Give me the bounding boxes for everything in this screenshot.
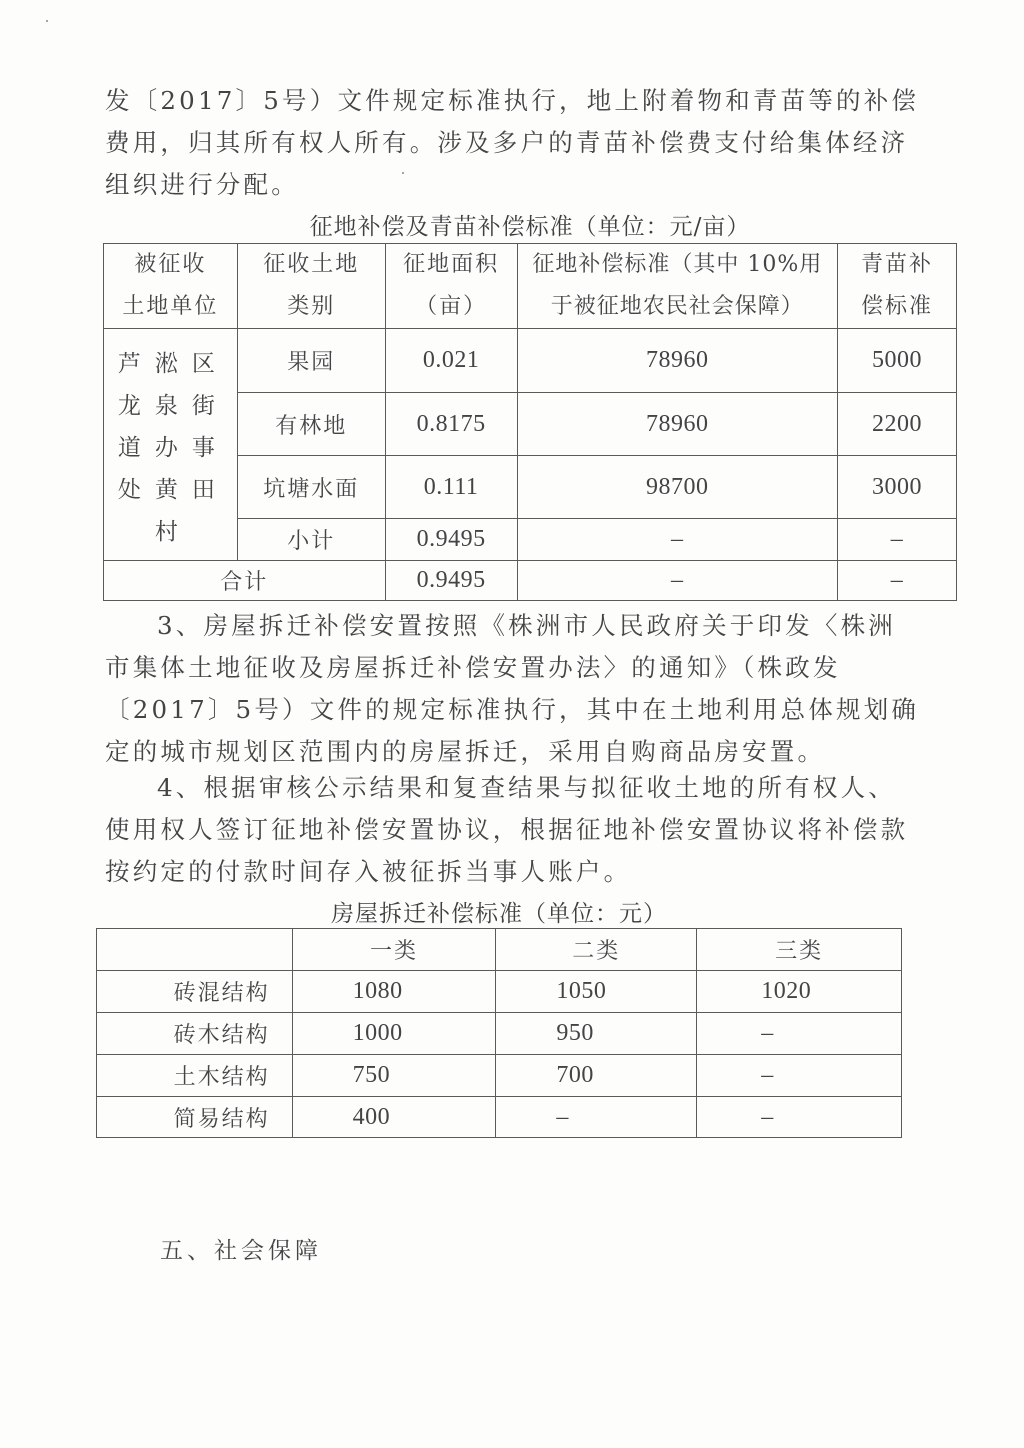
category-cell: 果园 — [237, 329, 385, 393]
header-cell: 二类 — [496, 929, 697, 971]
land-table-caption: 征地补偿及青苗补偿标准（单位：元/亩） — [309, 214, 751, 240]
header-cell: 三类 — [697, 929, 902, 971]
value-cell: 400 — [292, 1097, 496, 1138]
value-cell: 1080 — [292, 971, 496, 1013]
crop-cell: 5000 — [838, 329, 957, 393]
standard-cell: 98700 — [517, 456, 838, 519]
section-heading: 五、社会保障 — [160, 1238, 322, 1264]
header-cell: 青苗补 偿标准 — [838, 244, 957, 329]
header-cell: 征地补偿标准（其中 10%用 于被征地农民社会保障） — [517, 244, 838, 329]
category-cell: 小计 — [237, 519, 385, 561]
structure-cell: 土木结构 — [97, 1055, 293, 1097]
structure-cell: 砖木结构 — [97, 1013, 293, 1055]
scan-speck — [402, 172, 404, 174]
crop-cell: 2200 — [838, 393, 957, 456]
standard-cell: 78960 — [517, 393, 838, 456]
table-row — [97, 1097, 902, 1138]
area-cell: 0.021 — [385, 329, 517, 393]
value-cell: – — [496, 1097, 697, 1138]
text-line: 费用，归其所有权人所有。涉及多户的青苗补偿费支付给集体经济 — [105, 128, 909, 157]
value-cell: – — [697, 1097, 902, 1138]
standard-cell: 78960 — [517, 329, 838, 393]
table-row — [97, 1013, 902, 1055]
table-row — [104, 329, 957, 393]
intro-paragraph — [105, 80, 920, 206]
category-cell: 有林地 — [237, 393, 385, 456]
text-line: 使用权人签订征地补偿安置协议，根据征地补偿安置协议将补偿款 — [105, 815, 909, 844]
area-cell: 0.9495 — [385, 519, 517, 561]
category-cell: 坑塘水面 — [237, 456, 385, 519]
house-table-caption: 房屋拆迁补偿标准（单位：元） — [331, 901, 667, 927]
header-cell: 征收土地 类别 — [237, 244, 385, 329]
text-line: 定的城市规划区范围内的房屋拆迁，采用自购商品房安置。 — [105, 737, 826, 766]
value-cell: – — [697, 1013, 902, 1055]
land-unit-cell: 芦淞区 龙泉街 道办事 处黄田 村 — [104, 329, 238, 561]
value-cell: 700 — [496, 1055, 697, 1097]
value-cell: 1020 — [697, 971, 902, 1013]
text-line: 发〔2017〕5号）文件规定标准执行，地上附着物和青苗等的补偿 — [105, 86, 920, 115]
total-crop-cell: – — [838, 561, 957, 601]
table-header-row — [104, 244, 957, 329]
total-standard-cell: – — [517, 561, 838, 601]
text-line: 〔2017〕5号）文件的规定标准执行，其中在土地利用总体规划确 — [105, 695, 920, 724]
text-line: 4、根据审核公示结果和复查结果与拟征收土地的所有权人、 — [157, 773, 896, 802]
total-area-cell: 0.9495 — [385, 561, 517, 601]
table-row — [97, 1055, 902, 1097]
house-compensation-table — [96, 928, 902, 1138]
land-compensation-table — [103, 243, 957, 601]
value-cell: 1050 — [496, 971, 697, 1013]
table-row — [97, 971, 902, 1013]
total-row — [104, 561, 957, 601]
header-cell: 被征收 土地单位 — [104, 244, 238, 329]
crop-cell: 3000 — [838, 456, 957, 519]
header-cell: 征地面积 （亩） — [385, 244, 517, 329]
text-line: 3、房屋拆迁补偿安置按照《株洲市人民政府关于印发〈株洲 — [157, 611, 896, 640]
structure-cell: 砖混结构 — [97, 971, 293, 1013]
paragraph-4 — [105, 767, 910, 893]
crop-cell: – — [838, 519, 957, 561]
paragraph-3 — [105, 605, 920, 773]
scan-speck — [46, 20, 48, 22]
area-cell: 0.111 — [385, 456, 517, 519]
total-label-cell: 合计 — [104, 561, 386, 601]
header-cell: 一类 — [292, 929, 496, 971]
value-cell: – — [697, 1055, 902, 1097]
table-header-row — [97, 929, 902, 971]
text-line: 市集体土地征收及房屋拆迁补偿安置办法〉的通知》（株政发 — [105, 653, 841, 682]
text-line: 按约定的付款时间存入被征拆当事人账户。 — [105, 857, 632, 886]
structure-cell: 简易结构 — [97, 1097, 293, 1138]
header-cell — [97, 929, 293, 971]
value-cell: 950 — [496, 1013, 697, 1055]
standard-cell: – — [517, 519, 838, 561]
text-line: 组织进行分配。 — [105, 170, 299, 199]
value-cell: 1000 — [292, 1013, 496, 1055]
value-cell: 750 — [292, 1055, 496, 1097]
area-cell: 0.8175 — [385, 393, 517, 456]
